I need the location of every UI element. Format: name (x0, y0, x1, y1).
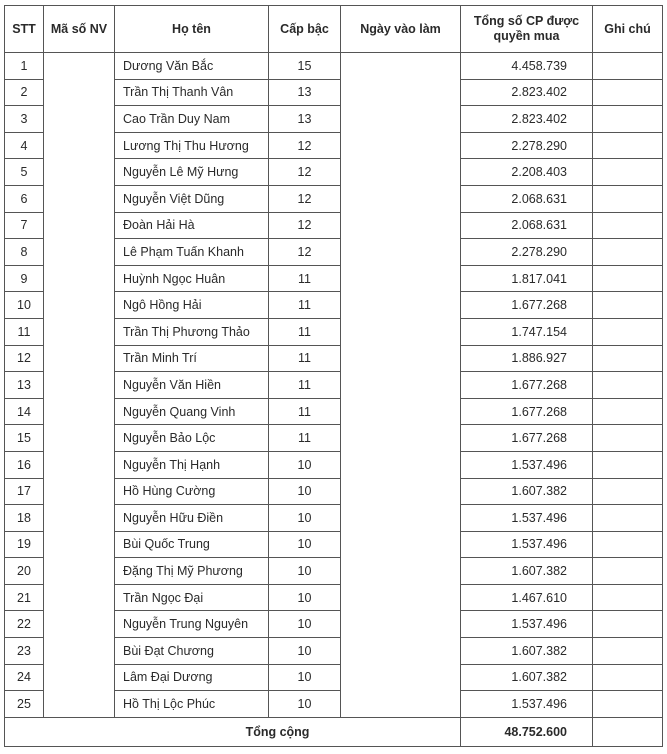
cell-employee-id (44, 318, 115, 345)
cell-start-date (341, 345, 461, 372)
cell-employee-id (44, 53, 115, 80)
cell-grade: 11 (269, 372, 341, 399)
table-row (5, 584, 663, 611)
cell-full-name: Cao Trần Duy Nam (115, 106, 269, 133)
total-value: 48.752.600 (461, 717, 593, 746)
table-row (5, 531, 663, 558)
cell-full-name: Hồ Hùng Cường (115, 478, 269, 505)
cell-notes (593, 505, 663, 532)
table-row (5, 451, 663, 478)
cell-notes (593, 239, 663, 266)
cell-start-date (341, 451, 461, 478)
cell-notes (593, 345, 663, 372)
cell-full-name: Trần Ngọc Đại (115, 584, 269, 611)
total-notes-cell (593, 717, 663, 746)
cell-full-name: Huỳnh Ngọc Huân (115, 265, 269, 292)
cell-total-shares: 2.823.402 (461, 79, 593, 106)
table-row (5, 212, 663, 239)
cell-stt: 19 (5, 531, 44, 558)
cell-employee-id (44, 212, 115, 239)
cell-stt: 7 (5, 212, 44, 239)
cell-employee-id (44, 505, 115, 532)
cell-full-name: Bùi Quốc Trung (115, 531, 269, 558)
header-row (5, 6, 663, 53)
cell-grade: 12 (269, 239, 341, 266)
table-row (5, 159, 663, 186)
cell-employee-id (44, 584, 115, 611)
cell-start-date (341, 132, 461, 159)
cell-total-shares: 2.208.403 (461, 159, 593, 186)
table-row (5, 664, 663, 691)
cell-stt: 20 (5, 558, 44, 585)
cell-grade: 11 (269, 345, 341, 372)
cell-full-name: Nguyễn Quang Vinh (115, 398, 269, 425)
cell-grade: 10 (269, 611, 341, 638)
cell-grade: 10 (269, 505, 341, 532)
cell-start-date (341, 611, 461, 638)
cell-grade: 11 (269, 398, 341, 425)
cell-notes (593, 79, 663, 106)
cell-start-date (341, 584, 461, 611)
cell-start-date (341, 79, 461, 106)
cell-start-date (341, 239, 461, 266)
cell-grade: 12 (269, 132, 341, 159)
cell-start-date (341, 531, 461, 558)
header-employee-id: Mã số NV (44, 6, 115, 53)
cell-full-name: Trần Thị Thanh Vân (115, 79, 269, 106)
cell-full-name: Hồ Thị Lộc Phúc (115, 691, 269, 718)
cell-grade: 10 (269, 638, 341, 665)
cell-full-name: Đặng Thị Mỹ Phương (115, 558, 269, 585)
header-stt: STT (5, 6, 44, 53)
cell-notes (593, 398, 663, 425)
cell-employee-id (44, 611, 115, 638)
cell-employee-id (44, 292, 115, 319)
cell-start-date (341, 372, 461, 399)
cell-start-date (341, 558, 461, 585)
cell-stt: 14 (5, 398, 44, 425)
cell-employee-id (44, 638, 115, 665)
cell-stt: 5 (5, 159, 44, 186)
cell-employee-id (44, 531, 115, 558)
cell-start-date (341, 505, 461, 532)
cell-total-shares: 1.607.382 (461, 558, 593, 585)
cell-start-date (341, 159, 461, 186)
cell-notes (593, 132, 663, 159)
header-grade: Cấp bậc (269, 6, 341, 53)
cell-notes (593, 558, 663, 585)
cell-grade: 11 (269, 318, 341, 345)
cell-employee-id (44, 558, 115, 585)
total-row (5, 717, 663, 746)
table-row (5, 691, 663, 718)
cell-grade: 13 (269, 106, 341, 133)
cell-grade: 12 (269, 159, 341, 186)
cell-stt: 21 (5, 584, 44, 611)
cell-full-name: Lương Thị Thu Hương (115, 132, 269, 159)
cell-employee-id (44, 265, 115, 292)
cell-grade: 15 (269, 53, 341, 80)
cell-full-name: Trần Minh Trí (115, 345, 269, 372)
cell-stt: 24 (5, 664, 44, 691)
cell-start-date (341, 292, 461, 319)
cell-total-shares: 1.677.268 (461, 398, 593, 425)
cell-employee-id (44, 372, 115, 399)
cell-notes (593, 531, 663, 558)
table-row (5, 239, 663, 266)
cell-stt: 9 (5, 265, 44, 292)
cell-full-name: Lê Phạm Tuấn Khanh (115, 239, 269, 266)
cell-stt: 25 (5, 691, 44, 718)
cell-notes (593, 292, 663, 319)
total-label: Tổng cộng (5, 717, 461, 746)
cell-grade: 10 (269, 691, 341, 718)
cell-total-shares: 1.607.382 (461, 478, 593, 505)
cell-employee-id (44, 478, 115, 505)
cell-start-date (341, 212, 461, 239)
cell-full-name: Nguyễn Việt Dũng (115, 185, 269, 212)
cell-notes (593, 185, 663, 212)
cell-total-shares: 1.677.268 (461, 372, 593, 399)
cell-notes (593, 664, 663, 691)
cell-stt: 4 (5, 132, 44, 159)
cell-start-date (341, 664, 461, 691)
cell-total-shares: 1.886.927 (461, 345, 593, 372)
cell-total-shares: 1.537.496 (461, 451, 593, 478)
cell-stt: 17 (5, 478, 44, 505)
cell-full-name: Dương Văn Bắc (115, 53, 269, 80)
cell-stt: 10 (5, 292, 44, 319)
cell-total-shares: 1.537.496 (461, 505, 593, 532)
cell-stt: 1 (5, 53, 44, 80)
cell-stt: 12 (5, 345, 44, 372)
table-row (5, 558, 663, 585)
cell-grade: 10 (269, 558, 341, 585)
cell-stt: 3 (5, 106, 44, 133)
table-row (5, 345, 663, 372)
table-row (5, 398, 663, 425)
cell-notes (593, 611, 663, 638)
cell-grade: 10 (269, 584, 341, 611)
cell-stt: 22 (5, 611, 44, 638)
cell-grade: 12 (269, 185, 341, 212)
cell-employee-id (44, 345, 115, 372)
cell-start-date (341, 185, 461, 212)
cell-start-date (341, 425, 461, 452)
cell-full-name: Nguyễn Bảo Lộc (115, 425, 269, 452)
cell-start-date (341, 398, 461, 425)
cell-notes (593, 265, 663, 292)
cell-stt: 16 (5, 451, 44, 478)
cell-notes (593, 584, 663, 611)
table-row (5, 185, 663, 212)
cell-total-shares: 1.677.268 (461, 425, 593, 452)
header-total-shares: Tổng số CP được quyền mua (461, 6, 593, 53)
cell-total-shares: 4.458.739 (461, 53, 593, 80)
cell-stt: 15 (5, 425, 44, 452)
header-full-name: Họ tên (115, 6, 269, 53)
cell-total-shares: 1.817.041 (461, 265, 593, 292)
cell-notes (593, 638, 663, 665)
cell-employee-id (44, 132, 115, 159)
cell-total-shares: 1.467.610 (461, 584, 593, 611)
cell-total-shares: 2.068.631 (461, 212, 593, 239)
cell-total-shares: 1.537.496 (461, 611, 593, 638)
cell-employee-id (44, 451, 115, 478)
cell-grade: 11 (269, 265, 341, 292)
cell-total-shares: 1.747.154 (461, 318, 593, 345)
cell-stt: 18 (5, 505, 44, 532)
cell-stt: 13 (5, 372, 44, 399)
cell-employee-id (44, 425, 115, 452)
cell-stt: 2 (5, 79, 44, 106)
cell-start-date (341, 106, 461, 133)
table-row (5, 79, 663, 106)
cell-total-shares: 1.677.268 (461, 292, 593, 319)
employee-stock-table (4, 5, 663, 747)
cell-stt: 11 (5, 318, 44, 345)
header-notes: Ghi chú (593, 6, 663, 53)
cell-total-shares: 1.607.382 (461, 638, 593, 665)
cell-grade: 10 (269, 664, 341, 691)
cell-total-shares: 1.607.382 (461, 664, 593, 691)
cell-notes (593, 451, 663, 478)
table-row (5, 318, 663, 345)
cell-employee-id (44, 159, 115, 186)
cell-employee-id (44, 691, 115, 718)
cell-employee-id (44, 79, 115, 106)
cell-notes (593, 478, 663, 505)
cell-stt: 8 (5, 239, 44, 266)
cell-employee-id (44, 185, 115, 212)
table-row (5, 265, 663, 292)
cell-total-shares: 2.068.631 (461, 185, 593, 212)
table-row (5, 132, 663, 159)
table-row (5, 106, 663, 133)
cell-full-name: Nguyễn Thị Hạnh (115, 451, 269, 478)
cell-start-date (341, 691, 461, 718)
cell-employee-id (44, 664, 115, 691)
table-row (5, 292, 663, 319)
cell-start-date (341, 638, 461, 665)
table-row (5, 425, 663, 452)
cell-total-shares: 2.823.402 (461, 106, 593, 133)
cell-notes (593, 372, 663, 399)
cell-full-name: Ngô Hồng Hải (115, 292, 269, 319)
table-row (5, 53, 663, 80)
cell-notes (593, 53, 663, 80)
header-start-date: Ngày vào làm (341, 6, 461, 53)
cell-employee-id (44, 239, 115, 266)
cell-grade: 11 (269, 425, 341, 452)
table-row (5, 611, 663, 638)
cell-grade: 12 (269, 212, 341, 239)
cell-full-name: Nguyễn Hữu Điền (115, 505, 269, 532)
cell-total-shares: 2.278.290 (461, 239, 593, 266)
cell-full-name: Lâm Đại Dương (115, 664, 269, 691)
cell-notes (593, 691, 663, 718)
cell-total-shares: 1.537.496 (461, 531, 593, 558)
cell-start-date (341, 53, 461, 80)
cell-full-name: Đoàn Hải Hà (115, 212, 269, 239)
cell-grade: 10 (269, 451, 341, 478)
cell-grade: 10 (269, 531, 341, 558)
cell-grade: 13 (269, 79, 341, 106)
table-row (5, 478, 663, 505)
cell-notes (593, 106, 663, 133)
cell-start-date (341, 478, 461, 505)
cell-full-name: Trần Thị Phương Thảo (115, 318, 269, 345)
cell-full-name: Bùi Đạt Chương (115, 638, 269, 665)
cell-notes (593, 318, 663, 345)
table-row (5, 505, 663, 532)
cell-stt: 23 (5, 638, 44, 665)
cell-stt: 6 (5, 185, 44, 212)
cell-full-name: Nguyễn Lê Mỹ Hưng (115, 159, 269, 186)
cell-total-shares: 2.278.290 (461, 132, 593, 159)
cell-grade: 10 (269, 478, 341, 505)
cell-full-name: Nguyễn Văn Hiền (115, 372, 269, 399)
cell-grade: 11 (269, 292, 341, 319)
cell-full-name: Nguyễn Trung Nguyên (115, 611, 269, 638)
cell-total-shares: 1.537.496 (461, 691, 593, 718)
cell-start-date (341, 265, 461, 292)
cell-notes (593, 425, 663, 452)
cell-employee-id (44, 398, 115, 425)
cell-employee-id (44, 106, 115, 133)
table-row (5, 638, 663, 665)
cell-notes (593, 159, 663, 186)
table-row (5, 372, 663, 399)
cell-start-date (341, 318, 461, 345)
cell-notes (593, 212, 663, 239)
